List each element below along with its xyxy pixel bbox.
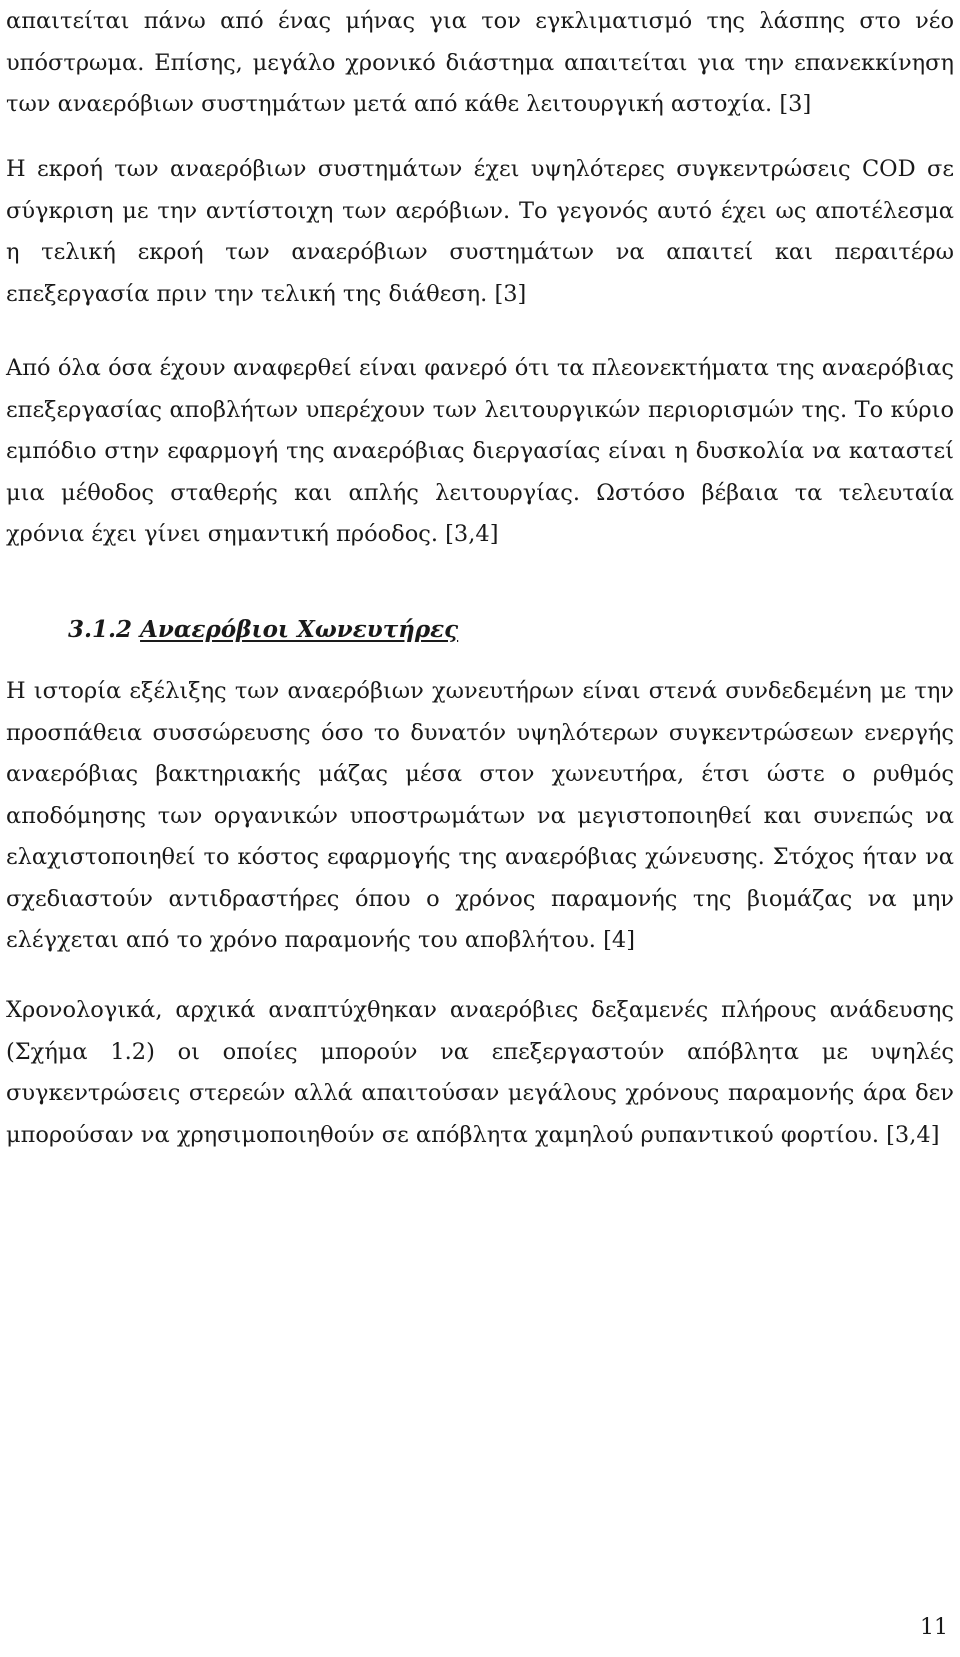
paragraph-cod-effluent: Η εκροή των αναερόβιων συστημάτων έχει υψηλότερες συγκεντρώσεις COD σε σύγκριση με την αντίστοιχη των αερόβιων. Το γεγονός αυτό έχει ως αποτέλεσμα η τελική εκροή των αναερόβιων συστημάτων να απαιτεί και περαιτέρω επεξεργασία πριν την τελική της διάθεση. [3]	[6, 156, 954, 307]
paragraph-digester-history: Η ιστορία εξέλιξης των αναερόβιων χωνευτήρων είναι στενά συνδεδεμένη με την προσπάθεια συσσώρευσης όσο το δυνατόν υψηλότερων συγκεντρώσεων ενεργής αναερόβιας βακτηριακής μάζας μέσα στον χωνευτήρα, έτσι ώστε ο ρυθμός αποδόμησης των οργανικών υποστρωμάτων να μεγιστοποιηθεί και συνεπώς να ελαχιστοποιηθεί το κόστος εφαρμογής της αναερόβιας χώνευσης. Στόχος ήταν να σχεδιαστούν αντιδραστήρες όπου ο χρόνος παραμονής της βιομάζας να μην ελέγχεται από το χρόνο παραμονής του αποβλήτου. [4]	[6, 678, 954, 953]
page-number: 11	[920, 1615, 948, 1640]
paragraph-advantages: Από όλα όσα έχουν αναφερθεί είναι φανερό ότι τα πλεονεκτήματα της αναερόβιας επεξεργασίας αποβλήτων υπερέχουν των λειτουργικών περιορισμών της. Το κύριο εμπόδιο στην εφαρμογή της αναερόβιας διεργασίας είναι η δυσκολία να καταστεί μια μέθοδος σταθερής και απλής λειτουργίας. Ωστόσο βέβαια τα τελευταία χρόνια έχει γίνει σημαντική πρόοδος. [3,4]	[6, 355, 954, 547]
section-number: 3.1.2	[68, 616, 133, 643]
section-title: Αναερόβιοι Χωνευτήρες	[140, 616, 459, 643]
section-heading	[68, 612, 458, 648]
paragraph-chronology: Χρονολογικά, αρχικά αναπτύχθηκαν αναερόβιες δεξαμενές πλήρους ανάδευσης (Σχήμα 1.2) οι οποίες μπορούν να επεξεργαστούν απόβλητα με υψηλές συγκεντρώσεις στερεών αλλά απαιτούσαν μεγάλους χρόνους παραμονής άρα δεν μπορούσαν να χρησιμοποιηθούν σε απόβλητα χαμηλού ρυπαντικού φορτίου. [3,4]	[6, 997, 954, 1148]
paragraph-acclimatization: απαιτείται πάνω από ένας μήνας για τον εγκλιματισμό της λάσπης στο νέο υπόστρωμα. Επίσης, μεγάλο χρονικό διάστημα απαιτείται για την επανεκκίνηση των αναερόβιων συστημάτων μετά από κάθε λειτουργική αστοχία. [3]	[6, 8, 954, 117]
